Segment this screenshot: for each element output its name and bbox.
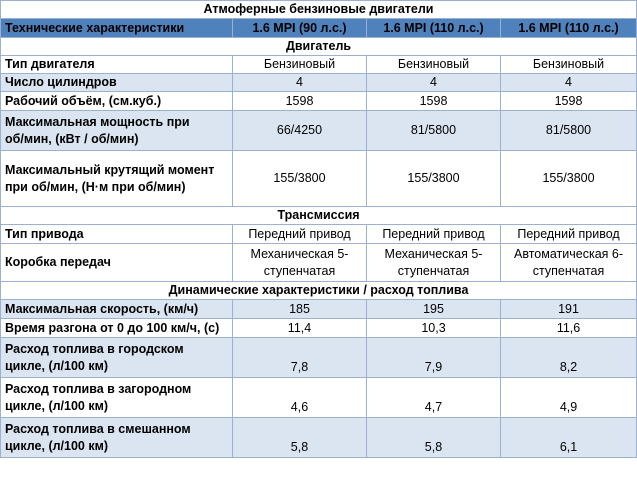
- table-row: [1, 378, 637, 418]
- table-row: [1, 418, 637, 458]
- cell-value: 155/3800: [501, 151, 637, 207]
- cell-value: Бензиновый: [367, 56, 501, 74]
- cell-line: ступенчатая: [532, 263, 605, 278]
- row-label: Максимальная скорость, (км/ч): [1, 300, 233, 319]
- cell-value: 1598: [233, 92, 367, 111]
- header-row: [1, 19, 637, 38]
- table-row: [1, 74, 637, 92]
- row-label-line: Расход топлива в городском: [5, 341, 184, 356]
- cell-value: 4,9: [501, 378, 637, 418]
- cell-value: 1598: [367, 92, 501, 111]
- cell-value: 155/3800: [233, 151, 367, 207]
- row-label: Время разгона от 0 до 100 км/ч, (с): [1, 319, 233, 338]
- cell-value: Передний привод: [367, 225, 501, 244]
- row-label: Число цилиндров: [1, 74, 233, 92]
- table-title-row: [1, 1, 637, 19]
- section-engine-title: Двигатель: [1, 38, 637, 56]
- row-label-line: Максимальный крутящий момент: [5, 162, 215, 177]
- header-column-2: 1.6 MPI (110 л.с.): [367, 19, 501, 38]
- cell-value: Передний привод: [501, 225, 637, 244]
- cell-line: Автоматическая 6-: [514, 246, 623, 261]
- cell-value: 7,9: [367, 338, 501, 378]
- section-dynamics-row: [1, 282, 637, 300]
- table-row: [1, 92, 637, 111]
- header-column-3: 1.6 MPI (110 л.с.): [501, 19, 637, 38]
- row-label-line: цикле, (л/100 км): [5, 358, 109, 373]
- cell-value: 5,8: [233, 418, 367, 458]
- row-label: [1, 378, 233, 418]
- cell-value: 4: [367, 74, 501, 92]
- row-label-line: Расход топлива в загородном: [5, 381, 192, 396]
- row-label-line: цикле, (л/100 км): [5, 398, 109, 413]
- cell-value: 4,7: [367, 378, 501, 418]
- cell-value: 1598: [501, 92, 637, 111]
- section-transmission-title: Трансмиссия: [1, 207, 637, 225]
- row-label-line: при об/мин, (Н·м при об/мин): [5, 179, 186, 194]
- row-label: [1, 111, 233, 151]
- cell-value: Бензиновый: [501, 56, 637, 74]
- cell-value: [233, 244, 367, 282]
- cell-value: [367, 244, 501, 282]
- cell-value: 10,3: [367, 319, 501, 338]
- cell-line: ступенчатая: [263, 263, 336, 278]
- table-title: Атмоферные бензиновые двигатели: [1, 1, 637, 19]
- table-row: [1, 300, 637, 319]
- cell-value: 4,6: [233, 378, 367, 418]
- cell-value: 81/5800: [501, 111, 637, 151]
- header-label: Технические характеристики: [1, 19, 233, 38]
- section-engine-row: [1, 38, 637, 56]
- row-label: Коробка передач: [1, 244, 233, 282]
- row-label: Тип привода: [1, 225, 233, 244]
- row-label-line: Расход топлива в смешанном: [5, 421, 191, 436]
- cell-value: 8,2: [501, 338, 637, 378]
- cell-value: 6,1: [501, 418, 637, 458]
- row-label-line: цикле, (л/100 км): [5, 438, 109, 453]
- cell-value: 195: [367, 300, 501, 319]
- row-label: Рабочий объём, (см.куб.): [1, 92, 233, 111]
- cell-value: 185: [233, 300, 367, 319]
- cell-value: 5,8: [367, 418, 501, 458]
- table-row: [1, 151, 637, 207]
- cell-value: [501, 244, 637, 282]
- table-row: [1, 319, 637, 338]
- row-label-line: об/мин, (кВт / об/мин): [5, 131, 139, 146]
- cell-value: Бензиновый: [233, 56, 367, 74]
- header-column-1: 1.6 MPI (90 л.с.): [233, 19, 367, 38]
- table-row: [1, 225, 637, 244]
- cell-line: Механическая 5-: [384, 246, 483, 261]
- cell-value: 81/5800: [367, 111, 501, 151]
- cell-value: 155/3800: [367, 151, 501, 207]
- cell-value: 11,6: [501, 319, 637, 338]
- row-label: [1, 338, 233, 378]
- row-label-line: Максимальная мощность при: [5, 114, 190, 129]
- cell-value: 66/4250: [233, 111, 367, 151]
- cell-value: 4: [501, 74, 637, 92]
- cell-value: Передний привод: [233, 225, 367, 244]
- cell-value: 11,4: [233, 319, 367, 338]
- section-transmission-row: [1, 207, 637, 225]
- table-row: [1, 111, 637, 151]
- cell-value: 4: [233, 74, 367, 92]
- cell-value: 7,8: [233, 338, 367, 378]
- cell-line: Механическая 5-: [250, 246, 349, 261]
- row-label: Тип двигателя: [1, 56, 233, 74]
- row-label: [1, 418, 233, 458]
- table-row: [1, 56, 637, 74]
- cell-value: 191: [501, 300, 637, 319]
- table-row: [1, 244, 637, 282]
- cell-line: ступенчатая: [397, 263, 470, 278]
- table-row: [1, 338, 637, 378]
- section-dynamics-title: Динамические характеристики / расход топлива: [1, 282, 637, 300]
- row-label: [1, 151, 233, 207]
